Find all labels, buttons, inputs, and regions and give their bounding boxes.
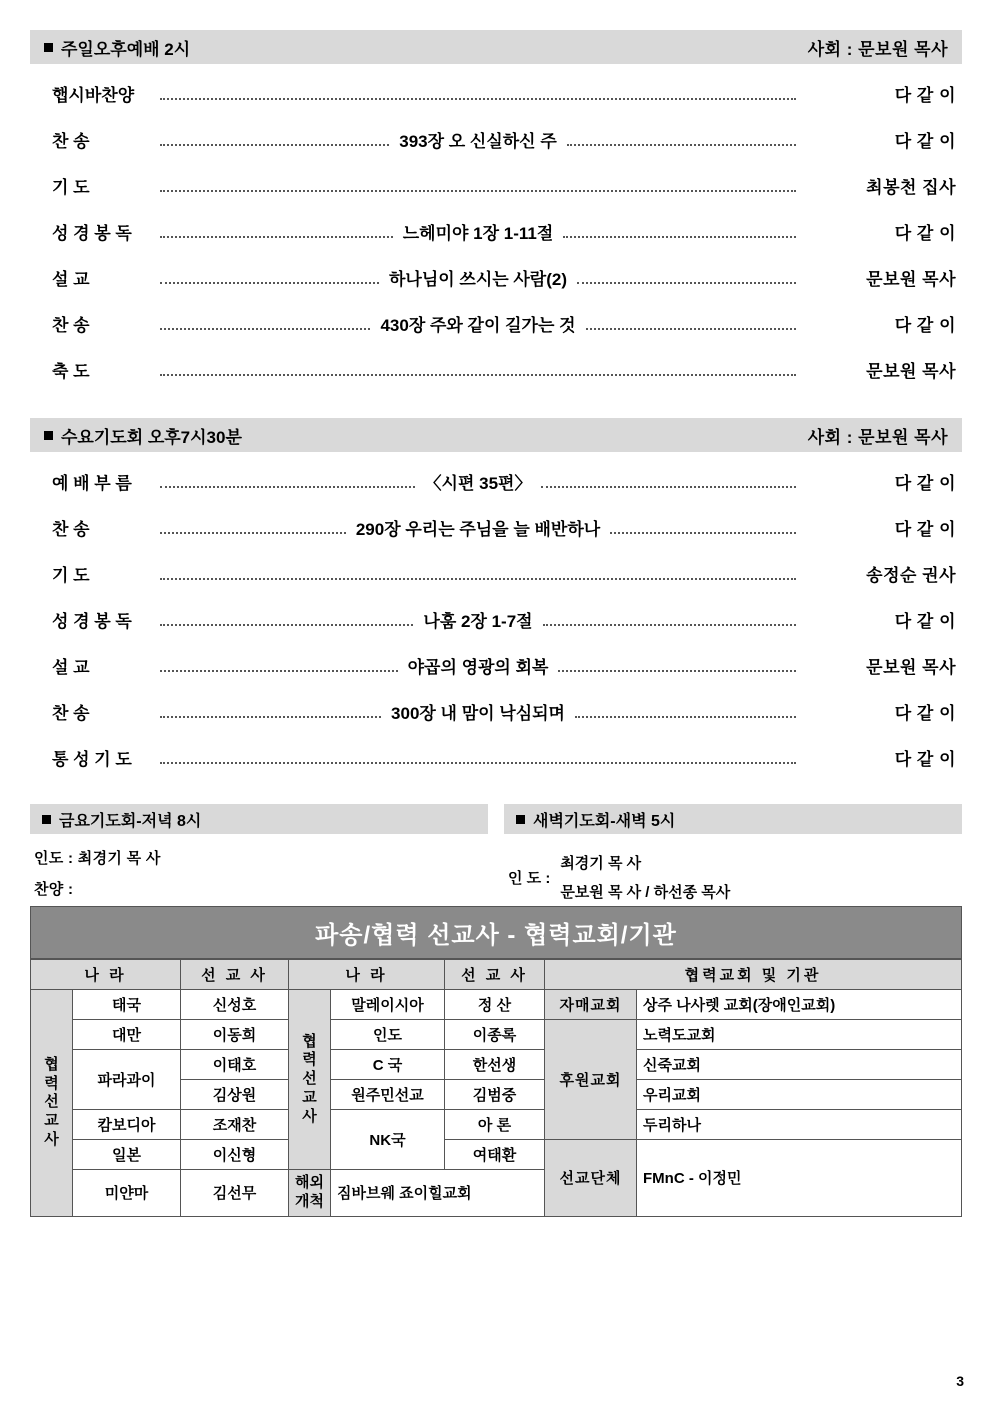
friday-prayer-body: [30, 834, 488, 904]
country-cell: NK국: [331, 1110, 445, 1170]
dot-leader: [586, 317, 796, 330]
order-row: [30, 458, 962, 504]
missionary-cell: 이태호: [181, 1050, 289, 1080]
dawn-leader-group: [508, 842, 958, 906]
dot-leader: [160, 317, 370, 330]
partner-label: 선교단체: [545, 1140, 637, 1217]
order-performer: 다 같 이: [894, 611, 956, 631]
missionary-cell: 신성호: [181, 990, 289, 1020]
order-row: [30, 70, 962, 116]
dot-leader: [160, 613, 413, 626]
missionary-cell: 이동희: [181, 1020, 289, 1050]
missionary-cell: 조재찬: [181, 1110, 289, 1140]
weekday-services: [30, 804, 962, 906]
dot-leader: [160, 179, 796, 192]
order-label: [30, 469, 160, 494]
dot-leader: [160, 475, 415, 488]
service-leader-label: 사회 :: [807, 427, 853, 447]
missionary-cell: 아 론: [445, 1110, 545, 1140]
header-country-mid: 나 라: [289, 960, 445, 990]
order-middle: [160, 311, 796, 336]
order-title: 느헤미야 1장 1-11절: [402, 223, 554, 243]
order-label: [30, 699, 160, 724]
order-middle: [160, 87, 796, 100]
partner-value: 우리교회: [637, 1080, 962, 1110]
table-row: [31, 1020, 962, 1050]
order-label-text: 예 배 부 름: [52, 473, 132, 493]
friday-leader-line: 인도 : 최경기 목 사: [34, 850, 161, 867]
order-label: [30, 515, 160, 540]
dot-leader: [160, 521, 346, 534]
square-bullet-icon: [516, 815, 525, 824]
service-header-sunday-afternoon: [30, 30, 962, 64]
page-number: 3: [956, 1373, 964, 1389]
partner-value: 상주 나사렛 교회(장애인교회): [637, 990, 962, 1020]
dot-leader: [160, 751, 796, 764]
dot-leader: [160, 271, 379, 284]
order-middle: [160, 127, 796, 152]
square-bullet-icon: [44, 431, 53, 440]
order-label-text: 기 도: [52, 177, 90, 197]
order-performer: 문보원 목사: [866, 657, 956, 677]
order-label: [30, 561, 160, 586]
order-label-text: 성 경 봉 독: [52, 223, 132, 243]
order-middle: [160, 567, 796, 580]
order-row: [30, 254, 962, 300]
country-cell: 일본: [73, 1140, 181, 1170]
order-title: 〈시편 35편〉: [424, 473, 532, 493]
service-header-left: [44, 35, 190, 60]
missionary-cell: 이신형: [181, 1140, 289, 1170]
order-row: [30, 596, 962, 642]
partner-label: 후원교회: [545, 1020, 637, 1140]
order-label: [30, 265, 160, 290]
header-partner: 협력교회 및 기관: [545, 960, 962, 990]
dot-leader: [160, 567, 796, 580]
partner-value: 신죽교회: [637, 1050, 962, 1080]
dot-leader: [543, 613, 796, 626]
order-middle: [160, 179, 796, 192]
dot-leader: [160, 659, 398, 672]
dawn-prayer-header: [504, 804, 962, 834]
order-middle: [160, 751, 796, 764]
country-cell: 원주민선교: [331, 1080, 445, 1110]
order-row: [30, 504, 962, 550]
dot-leader: [541, 475, 796, 488]
service-leader-name: 문보원 목사: [858, 427, 948, 447]
service-title: 주일오후예배 2시: [61, 39, 191, 59]
friday-praise-line: 찬양 :: [34, 881, 74, 898]
missionary-cell: 김범중: [445, 1080, 545, 1110]
friday-prayer-block: [30, 804, 488, 906]
order-performer: 다 같 이: [894, 315, 956, 335]
order-performer: 최봉천 집사: [866, 177, 956, 197]
order-performer: 다 같 이: [894, 519, 956, 539]
dot-leader: [160, 363, 796, 376]
square-bullet-icon: [44, 43, 53, 52]
order-label-text: 햅시바찬양: [52, 85, 135, 105]
dot-leader: [160, 225, 393, 238]
country-cell: 캄보디아: [73, 1110, 181, 1140]
dawn-leader-1: 최경기 목 사: [560, 855, 642, 872]
service-leader-label: 사회 :: [807, 39, 853, 59]
order-title: 393장 오 신실하신 주: [399, 131, 557, 151]
partner-value: 두리하나: [637, 1110, 962, 1140]
service-leader: [808, 35, 948, 60]
order-label: [30, 81, 160, 106]
service-header-wednesday: [30, 418, 962, 452]
group-label-overseas: 해외 개척: [289, 1170, 331, 1217]
group-label-left: 협 력 선 교 사: [31, 990, 73, 1217]
overseas-church-cell: 짐바브웨 죠이힐교회: [331, 1170, 545, 1217]
order-label: [30, 311, 160, 336]
missionary-cell: 김선무: [181, 1170, 289, 1217]
country-cell: C 국: [331, 1050, 445, 1080]
order-label-text: 통 성 기 도: [52, 749, 132, 769]
country-cell: 대만: [73, 1020, 181, 1050]
order-row: [30, 734, 962, 780]
table-header-row: [31, 960, 962, 990]
order-title: 300장 내 맘이 낙심되며: [391, 703, 565, 723]
country-cell: 태국: [73, 990, 181, 1020]
order-middle: [160, 653, 796, 678]
order-performer: 다 같 이: [894, 85, 956, 105]
missionary-cell: 한선생: [445, 1050, 545, 1080]
order-middle: [160, 469, 796, 494]
partner-label: 자매교회: [545, 990, 637, 1020]
dot-leader: [567, 133, 796, 146]
dot-leader: [563, 225, 796, 238]
dot-leader: [160, 705, 381, 718]
order-label-text: 설 교: [52, 269, 90, 289]
friday-prayer-title: 금요기도회-저녁 8시: [59, 812, 202, 830]
dot-leader: [160, 133, 389, 146]
table-row: [31, 1140, 962, 1170]
group-label-mid: 협 력 선 교 사: [289, 990, 331, 1170]
order-label: [30, 607, 160, 632]
dawn-leader-label: 인 도 :: [508, 869, 551, 887]
order-middle: [160, 265, 796, 290]
dawn-prayer-body: [504, 834, 962, 906]
order-row: [30, 642, 962, 688]
missionary-cell: 이종록: [445, 1020, 545, 1050]
service-leader: [808, 423, 948, 448]
order-title: 야곱의 영광의 회복: [407, 657, 549, 677]
order-row: [30, 208, 962, 254]
country-cell: 파라과이: [73, 1050, 181, 1110]
dawn-leader-2: 문보원 목 사 / 하선종 목사: [560, 884, 731, 901]
friday-prayer-header: [30, 804, 488, 834]
order-middle: [160, 607, 796, 632]
order-performer: 다 같 이: [894, 703, 956, 723]
order-performer: 다 같 이: [894, 749, 956, 769]
dot-leader: [610, 521, 796, 534]
order-label-text: 설 교: [52, 657, 90, 677]
header-country-left: 나 라: [31, 960, 181, 990]
order-title: 하나님이 쓰시는 사람(2): [388, 269, 568, 289]
order-label-text: 축 도: [52, 361, 90, 381]
dot-leader: [577, 271, 796, 284]
order-row: [30, 300, 962, 346]
order-of-service-wednesday: [30, 458, 962, 780]
order-title: 나훔 2장 1-7절: [423, 611, 533, 631]
dot-leader: [575, 705, 796, 718]
missionary-cell: 여태환: [445, 1140, 545, 1170]
table-row: [31, 1050, 962, 1080]
country-cell: 미얀마: [73, 1170, 181, 1217]
table-row: [31, 990, 962, 1020]
section-spacer: [30, 392, 962, 418]
order-row: [30, 162, 962, 208]
partner-value: 노력도교회: [637, 1020, 962, 1050]
partner-value: FMnC - 이정민: [637, 1140, 962, 1217]
order-middle: [160, 699, 796, 724]
missionary-cell: 김상원: [181, 1080, 289, 1110]
service-title: 수요기도회 오후7시30분: [61, 427, 242, 447]
dawn-prayer-block: [504, 804, 962, 906]
table-row: [31, 1110, 962, 1140]
order-label: [30, 173, 160, 198]
order-performer: 다 같 이: [894, 131, 956, 151]
order-label: [30, 357, 160, 382]
header-missionary-left: 선 교 사: [181, 960, 289, 990]
service-header-left: [44, 423, 242, 448]
dot-leader: [160, 87, 796, 100]
country-cell: 인도: [331, 1020, 445, 1050]
order-label-text: 찬 송: [52, 703, 90, 723]
order-label: [30, 219, 160, 244]
missionary-cell: 정 산: [445, 990, 545, 1020]
order-middle: [160, 219, 796, 244]
order-label-text: 찬 송: [52, 315, 90, 335]
dot-leader: [558, 659, 796, 672]
order-label-text: 찬 송: [52, 131, 90, 151]
order-label-text: 찬 송: [52, 519, 90, 539]
order-performer: 다 같 이: [894, 473, 956, 493]
order-row: [30, 116, 962, 162]
mission-table: [30, 959, 962, 1217]
order-title: 430장 주와 같이 길가는 것: [380, 315, 576, 335]
mission-table-title: 파송/협력 선교사 - 협력교회/기관: [30, 906, 962, 959]
square-bullet-icon: [42, 815, 51, 824]
order-performer: 문보원 목사: [866, 269, 956, 289]
order-label: [30, 653, 160, 678]
order-label: [30, 745, 160, 770]
order-middle: [160, 363, 796, 376]
order-of-service-sunday-afternoon: [30, 70, 962, 392]
order-title: 290장 우리는 주님을 늘 배반하나: [355, 519, 601, 539]
order-performer: 문보원 목사: [866, 361, 956, 381]
order-middle: [160, 515, 796, 540]
order-label-text: 기 도: [52, 565, 90, 585]
order-performer: 다 같 이: [894, 223, 956, 243]
service-leader-name: 문보원 목사: [858, 39, 948, 59]
order-performer: 송정순 권사: [866, 565, 956, 585]
order-row: [30, 688, 962, 734]
order-label-text: 성 경 봉 독: [52, 611, 132, 631]
country-cell: 말레이시아: [331, 990, 445, 1020]
header-missionary-mid: 선 교 사: [445, 960, 545, 990]
order-label: [30, 127, 160, 152]
order-row: [30, 346, 962, 392]
dawn-prayer-title: 새벽기도회-새벽 5시: [533, 812, 676, 830]
order-row: [30, 550, 962, 596]
dawn-leader-values: [560, 848, 730, 906]
